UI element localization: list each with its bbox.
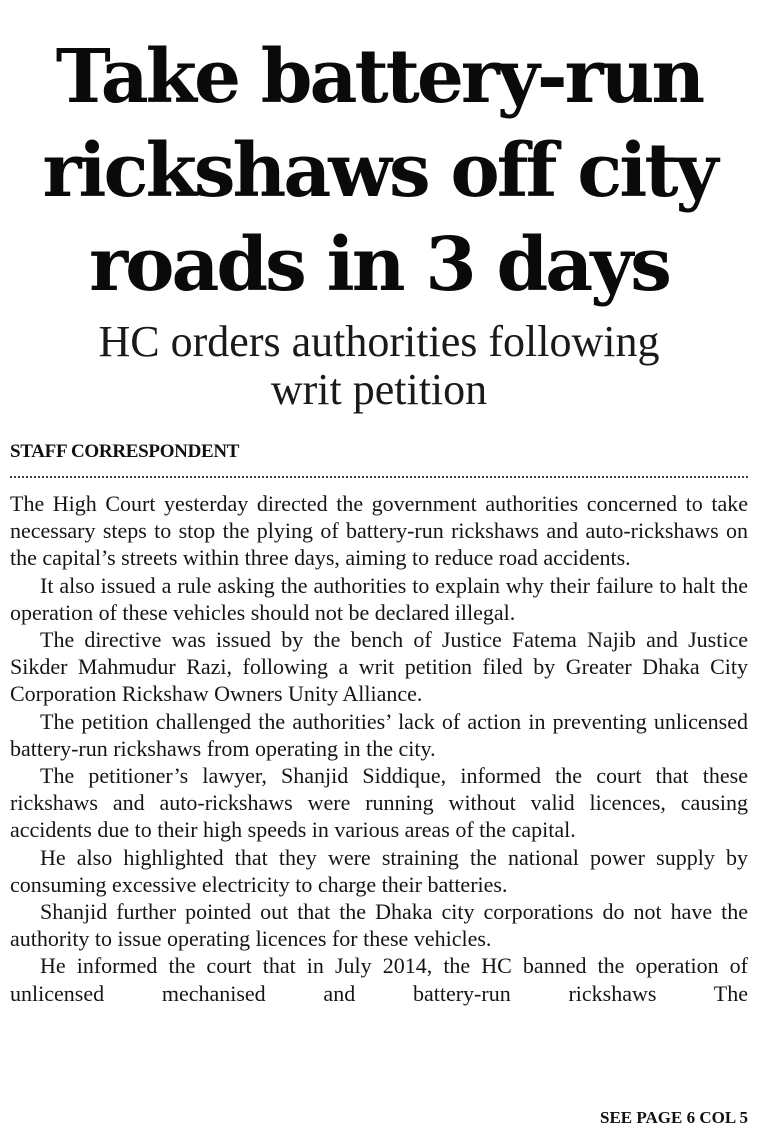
article-paragraph: The High Court yesterday directed the government authorities concerned to take necessary steps to stop the plying of battery-run rickshaws and auto-rickshaws on the capital’s streets within three days, aiming to reduce road accidents. <box>10 491 748 571</box>
article-paragraph: He informed the court that in July 2014, the HC banned the operation of unlicensed mechanised and battery-run rickshaws The <box>10 953 748 1006</box>
article-paragraph: Shanjid further pointed out that the Dhaka city corporations do not have the authority to issue operating licences for these vehicles. <box>10 899 748 952</box>
byline: STAFF CORRESPONDENT <box>10 441 240 462</box>
article-paragraph: He also highlighted that they were straining the national power supply by consuming excessive electricity to charge their batteries. <box>10 844 748 897</box>
headline-line: rickshaws off city <box>42 128 716 214</box>
article-paragraph: It also issued a rule asking the authorities to explain why their failure to halt the operation of these vehicles should not be declared illegal. <box>10 572 748 625</box>
article-body <box>10 490 748 1007</box>
dotted-divider <box>10 476 748 478</box>
headline-line: Take battery-run <box>55 34 703 120</box>
subheadline-line: writ petition <box>270 365 488 414</box>
subheadline <box>0 318 758 414</box>
article-paragraph: The directive was issued by the bench of Justice Fatema Najib and Justice Sikder Mahmudur Razi, following a writ petition filed by Greater Dhaka City Corporation Rickshaw Owners Unity Alliance. <box>10 627 748 707</box>
article-paragraph: The petition challenged the authorities’ lack of action in preventing unlicensed battery-run rickshaws from operating in the city. <box>10 708 748 761</box>
headline-line: roads in 3 days <box>89 222 669 308</box>
headline <box>0 30 758 312</box>
continued-on-page-link[interactable]: SEE PAGE 6 COL 5 <box>600 1108 748 1127</box>
article-paragraph: The petitioner’s lawyer, Shanjid Siddique, informed the court that these rickshaws and auto-rickshaws were running without valid licences, causing accidents due to their high speeds in various areas of the capital. <box>10 763 748 843</box>
subheadline-line: HC orders authorities following <box>98 317 660 366</box>
